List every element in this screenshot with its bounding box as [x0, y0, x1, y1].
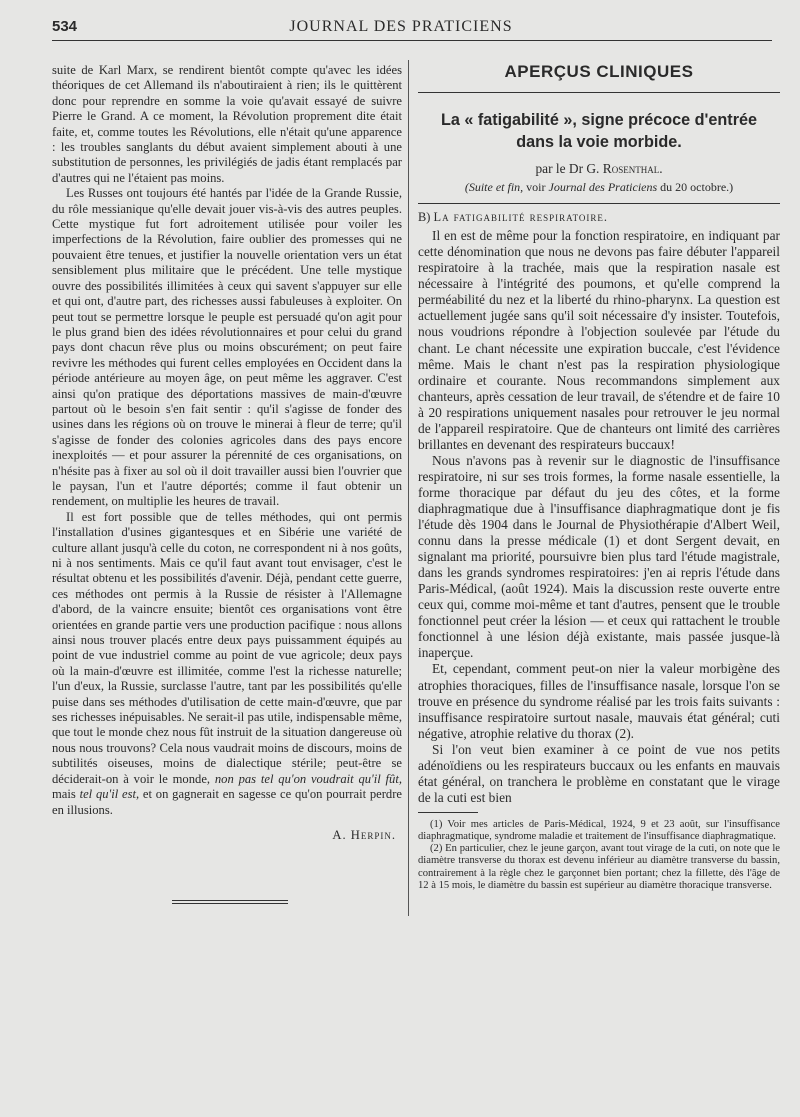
- column-divider: [408, 60, 409, 916]
- right-paragraph-1: Il en est de même pour la fonction respiratoire, en indiquant par cette dénomination que nous ne devons pas faire débuter l'appareil respiratoire à la trachée, mais que la respiration nasale est nécessaire à l'intégrité des poumons, et qu'elle comprend la perméabilité du nez et la liberté du rhino-pharynx. La question est actuellement jugée sans qu'il soit nécessaire d'y insister. Toutefois, nous voudrions répondre à l'objection soulevée par l'étude du chant. Le chant nécessite une expiration buccale, c'est l'évidence même. Mais le chant n'est pas la respiration physiologique ordinaire et courante. Nous recommandons simplement aux chanteurs, après cessation de leur travail, de s'étendre et de faire 10 à 20 respirations uniquement nasales pour retrouver le jeu normal de l'appareil respiratoire. Que de chanteurs ont limité des carrières brillantes en devenant des respirateurs buccaux!: [418, 228, 780, 452]
- article-title-line-2: dans la voie morbide.: [516, 133, 682, 152]
- left-paragraph-3-text: Il est fort possible que de telles méthodes, qui ont permis l'installation d'usines gigantesques et en Sibérie une variété de culture allant jusqu'à celle du coton, ne correspondent ni à nos goûts, ni à nos sentiments. Mais ce qu'il faut avant tout envisager, c'est le résultat obtenu et les possibilités d'avenir. Déjà, pendant cette guerre, ces méthodes ont permis à la Russie de résister à l'Allemagne d'abord, de la vaincre ensuite; bientôt ces organisations vont être orientées en grande partie vers une production pacifique : nous allons ainsi nous trouver placés entre deux pays puissamment équipés au point de vue industriel comme au point de vue agricole; deux pays où la main-d'œuvre est illimitée, comme l'est la richesse naturelle; l'un d'eux, la Russie, surclasse l'autre, tant par les possibilités qu'elle puise dans ses méthodes d'utilisation de cette main-d'œuvre, que par ses richesses inépuisables. Ne serait-il pas utile, indispensable même, que tout le monde chez nous fût instruit de la situation dangereuse où nous nous trouvons? Cela nous vaudrait moins de discours, moins de subtilités oiseuses, moins de dialectique stérile; peut-être se déciderait-on à voir le monde,: [52, 509, 402, 786]
- subheading-letter: B): [418, 210, 434, 225]
- page-number: 534: [52, 18, 78, 35]
- left-paragraph-3-mid: mais: [52, 787, 80, 802]
- section-title: APERÇUS CLINIQUES: [504, 62, 694, 81]
- article-title-line-1: La « fatigabilité », signe précoce d'entrée: [440, 111, 757, 130]
- header-rule: [52, 40, 772, 41]
- continuation-journal: Journal des Praticiens: [548, 180, 658, 195]
- byline-author: Rosenthal.: [602, 161, 663, 177]
- footnote-rule: [418, 812, 478, 813]
- journal-title: JOURNAL DES PRATICIENS: [289, 18, 513, 35]
- left-paragraph-3-italic: non pas tel qu'on voudrait qu'il fût,: [214, 771, 402, 786]
- subheading: [418, 209, 780, 225]
- left-paragraph-3-end: et on gagnerait en sagesse ce qu'on pourrait perdre en illusions.: [52, 787, 403, 817]
- byline-prefix: par le Dr G.: [535, 161, 603, 177]
- left-paragraph-3-italic2: tel qu'il est,: [79, 787, 140, 802]
- footnote-1: (1) Voir mes articles de Paris-Médical, 1924, 9 et 23 août, sur l'insuffisance diaphragmatique, syndrome maladie et traitement de l'insuffisance diaphragmatique.: [418, 818, 780, 843]
- right-paragraph-4: Si l'on veut bien examiner à ce point de vue nos petits adénoïdiens ou les respirateurs buccaux ou les enfants en mauvais état général, on tranchera le problème en constatant que le virage de la cuti est bien: [418, 741, 780, 805]
- continuation-mid: voir: [523, 180, 549, 195]
- continuation-note: [418, 179, 780, 195]
- right-paragraph-2: Nous n'avons pas à revenir sur le diagnostic de l'insuffisance respiratoire, ni sur ses trois formes, la forme nasale essentielle, la forme thoracique par défaut du jeu des côtes, et la forme diaphragmatique due à l'insuffisance diaphragmatique dont je fis l'étude dès 1904 dans le Journal de Physiothérapie d'Albert Weil, connu dans la presse médicale (1) et dont Sergent devait, en signalant ma priorité, poursuivre bien plus tard l'étude magistrale, dans les grands syndromes respiratoires: j'en ai repris l'étude dans Paris-Médical, (août 1924). Mais la discussion reste ouverte entre ceux qui, comme moi-même et tant d'autres, pensent que le trouble fonctionnel peut créer la lésion — et ceux qui rattachent le trouble fonctionnel à une lésion déjà existante, mais passée jusque-là inaperçue.: [418, 452, 780, 661]
- article-title: [418, 109, 780, 153]
- right-column: [418, 63, 780, 892]
- left-column: [52, 63, 402, 904]
- section-rule: [418, 92, 780, 93]
- continuation-end: du 20 octobre.): [657, 180, 734, 195]
- left-paragraph-3: [52, 510, 402, 818]
- byline: [418, 161, 780, 177]
- footnote-2: (2) En particulier, chez le jeune garçon, avant tout virage de la cuti, on note que le diamètre transverse du thorax est devenu inférieur au diamètre transverse du bassin, contrairement à la règle chez le garçonnet bien portant; chez la fillette, dès l'âge de 12 à 15 mois, le diamètre du bassin est supérieur au diamètre thoracique transverse.: [418, 843, 780, 891]
- footnotes: [418, 819, 780, 892]
- end-rule-second: [172, 903, 288, 904]
- left-paragraph-1: suite de Karl Marx, se rendirent bientôt compte qu'avec les idées théoriques de cet Allemand ils n'aboutiraient à rien; ils le quittèrent donc pour reprendre en somme la voie qu'avait essayé de suivre Pierre le Grand. A ce moment, la Révolution proprement dite était faite, et, comme toutes les Révolutions, elle n'était qu'une apparence : les troubles sanglants du début avaient simplement abouti à une substitution de personnes, les privilégiés de jadis étant remplacés par d'autres qui ne l'étaient pas moins.: [52, 63, 402, 185]
- end-rule: [172, 900, 288, 901]
- left-paragraph-2: Les Russes ont toujours été hantés par l'idée de la Grande Russie, du rôle messianique qu'elle devait jouer vis-à-vis des autres peuples. Cette mystique fut fort adroitement utilisée pour voiler les imperfections de la Révolution, faire oublier des promesses qui ne pouvaient être tenues, et justifier la nouvelle orientation vers un état sensiblement plus militaire que le précédent. Une telle mystique ouvre des possibilités illimitées à ceux qui savent s'appuyer sur elle et qui ont, d'autre part, des richesses aussi fabuleuses à exploiter. On peut tout se permettre lorsque le peuple est persuadé qu'on agit pour le plus grand bien des idées révolutionnaires et pour celui du grand pays dont chacun rêve plus ou moins obscurément; on peut faire revivre les méthodes qui furent celles employées en Occident dans la période antérieure au moyen âge, on peut même les aggraver. C'est ainsi qu'on pratique des déportations massives de main-d'œuvre partout où le besoin s'en fait sentir : qu'il s'agisse de fonder des usines dans les régions où on trouve le minerai à fleur de terre; qu'il s'agisse de fonder des colonies agricoles dans des pays encore inexploités — et pour assurer la pérennité de ces organisations, on n'hésite pas à fixer au sol où il doit travailler aussi bien l'ouvrier que le paysan, l'un et l'autre déportés; comme il faut obtenir un rendement, on multiplie les heures de travail.: [52, 186, 402, 509]
- author-signature: A. Herpin.: [332, 827, 396, 842]
- right-paragraph-3: Et, cependant, comment peut-on nier la valeur morbigène des atrophies thoraciques, filles de l'insuffisance nasale, lorsque l'on se trouve en présence du syndrome réalisé par les trois faits suivants : insuffisance respiratoire surtout nasale, mauvais état général; cuti négative, atrophie relative du thorax (2).: [418, 661, 780, 741]
- article-rule: [418, 203, 780, 204]
- continuation-italic: (Suite et fin,: [464, 180, 524, 195]
- subheading-text: La fatigabilité respiratoire.: [433, 210, 609, 225]
